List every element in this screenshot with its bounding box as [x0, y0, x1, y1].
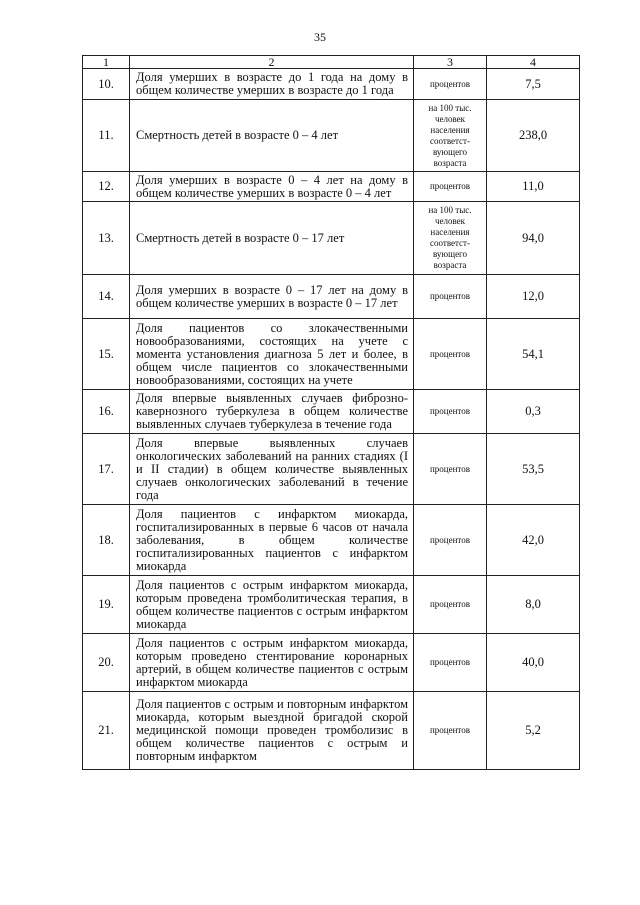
row-indicator: Смертность детей в возрасте 0 – 17 лет [136, 230, 345, 245]
row-number: 21. [83, 692, 130, 770]
header-col-3: 3 [414, 56, 487, 69]
table-row [83, 390, 580, 434]
table-row [83, 172, 580, 202]
row-value: 94,0 [487, 202, 580, 275]
row-indicator: Доля умерших в возрасте до 1 года на дому в общем количестве умерших в возрасте до 1 года [136, 70, 408, 97]
row-unit: процентов [414, 172, 487, 202]
row-unit: на 100 тыс. человек населения соответст-вующего возраста [414, 100, 487, 172]
row-number: 13. [83, 202, 130, 275]
row-value: 12,0 [487, 275, 580, 319]
row-unit: процентов [414, 692, 487, 770]
row-value: 238,0 [487, 100, 580, 172]
row-value: 11,0 [487, 172, 580, 202]
header-col-1: 1 [83, 56, 130, 69]
row-unit: процентов [414, 275, 487, 319]
table-row [83, 434, 580, 505]
row-number: 14. [83, 275, 130, 319]
row-indicator: Доля пациентов с инфарктом миокарда, госпитализированных в первые 6 часов от начала заболевания, в общем количестве госпитализированных пациентов с инфарктом миокарда [136, 506, 408, 573]
row-value: 0,3 [487, 390, 580, 434]
table-row [83, 100, 580, 172]
row-number: 15. [83, 319, 130, 390]
row-number: 12. [83, 172, 130, 202]
row-unit: процентов [414, 434, 487, 505]
row-indicator: Доля умерших в возрасте 0 – 17 лет на дому в общем количестве умерших в возрасте 0 – 17 лет [136, 282, 408, 310]
table-header-row [83, 56, 580, 69]
table-row [83, 202, 580, 275]
row-indicator: Смертность детей в возрасте 0 – 4 лет [136, 128, 339, 142]
row-number: 18. [83, 505, 130, 576]
page-number: 35 [314, 30, 326, 44]
row-number: 19. [83, 576, 130, 634]
row-value: 53,5 [487, 434, 580, 505]
row-indicator: Доля умерших в возрасте 0 – 4 лет на дому в общем количестве умерших в возрасте 0 – 4 лет [136, 172, 408, 200]
row-indicator: Доля пациентов с острым инфарктом миокарда, которым проведена тромболитическая терапия, в общем количестве пациентов с острым инфарктом миокарда [136, 577, 408, 631]
row-unit: процентов [414, 319, 487, 390]
row-unit: на 100 тыс. человек населения соответст-вующего возраста [414, 202, 487, 275]
row-number: 16. [83, 390, 130, 434]
row-unit: процентов [414, 505, 487, 576]
row-value: 40,0 [487, 634, 580, 692]
table-row [83, 505, 580, 576]
row-value: 54,1 [487, 319, 580, 390]
table-row [83, 69, 580, 100]
indicators-table [82, 55, 580, 770]
header-col-2: 2 [130, 56, 414, 69]
table-row [83, 319, 580, 390]
row-value: 42,0 [487, 505, 580, 576]
row-indicator: Доля впервые выявленных случаев онкологических заболеваний на ранних стадиях (I и II стадии) в общем количестве выявленных случаев онкологических заболеваний в течение года [136, 435, 408, 502]
row-value: 5,2 [487, 692, 580, 770]
table-row [83, 634, 580, 692]
row-value: 7,5 [487, 69, 580, 100]
table-row [83, 692, 580, 770]
row-number: 11. [83, 100, 130, 172]
row-indicator: Доля пациентов с острым и повторным инфарктом миокарда, которым выездной бригадой скорой медицинской помощи проведен тромболизис в общем количестве пациентов с острым и повторным инфарктом [136, 697, 408, 763]
table-row [83, 576, 580, 634]
row-number: 17. [83, 434, 130, 505]
row-unit: процентов [414, 390, 487, 434]
table-row [83, 275, 580, 319]
row-indicator: Доля пациентов со злокачественными новообразованиями, состоящих на учете с момента установления диагноза 5 лет и более, в общем числе пациентов со злокачественными новообразованиями, состоящих на учете [136, 320, 408, 387]
row-unit: процентов [414, 634, 487, 692]
row-indicator: Доля впервые выявленных случаев фиброзно-кавернозного туберкулеза в общем количестве выявленных случаев туберкулеза в течение года [136, 391, 408, 431]
row-number: 10. [83, 69, 130, 100]
row-number: 20. [83, 634, 130, 692]
row-value: 8,0 [487, 576, 580, 634]
row-unit: процентов [414, 576, 487, 634]
header-col-4: 4 [487, 56, 580, 69]
row-indicator: Доля пациентов с острым инфарктом миокарда, которым проведено стентирование коронарных артерий, в общем количестве пациентов с острым инфарктом миокарда [136, 635, 408, 689]
row-unit: процентов [414, 69, 487, 100]
